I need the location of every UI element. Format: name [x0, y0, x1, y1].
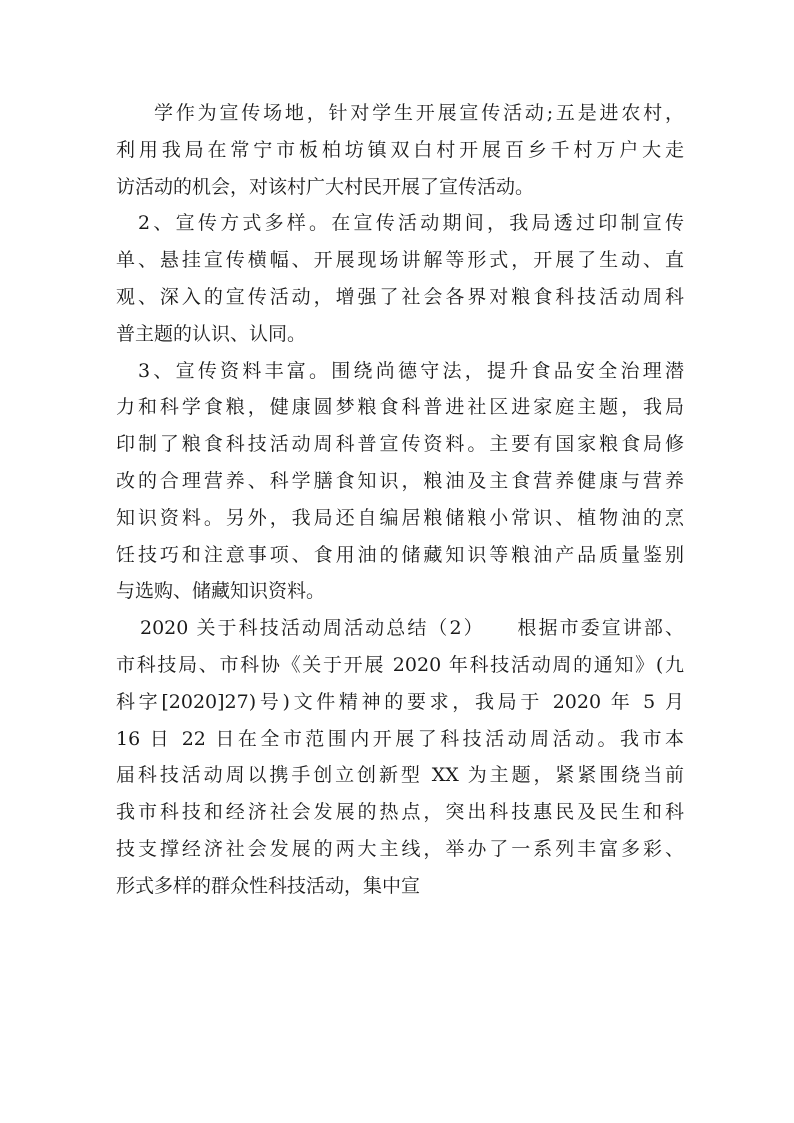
text-line: 届科技活动周以携手创立创新型 XX 为主题，紧紧围绕当前: [116, 764, 684, 787]
text-line: 2、宣传方式多样。在宣传活动期间，我局透过印制宣传: [138, 212, 684, 235]
text-line: 观、深入的宣传活动，增强了社会各界对粮食科技活动周科: [116, 285, 684, 308]
text-line: 饪技巧和注意事项、食用油的储藏知识等粮油产品质量鉴别: [116, 543, 684, 566]
text-line: 形式多样的群众性科技活动，集中宣: [116, 874, 421, 897]
text-line: 学作为宣传场地，针对学生开展宣传活动;五是进农村，: [154, 102, 684, 124]
text-line: 2020 关于科技活动周活动总结（2） 根据市委宣讲部、: [140, 617, 684, 640]
text-line: 科字[2020]27)号)文件精神的要求，我局于 2020 年 5 月: [116, 690, 684, 713]
text-line: 知识资料。另外，我局还自编居粮储粮小常识、植物油的烹: [116, 506, 684, 529]
text-line: 印制了粮食科技活动周科普宣传资料。主要有国家粮食局修: [116, 433, 684, 456]
document-body: [116, 95, 684, 905]
text-line: 访活动的机会，对该村广大村民开展了宣传活动。: [116, 175, 535, 198]
text-line: 3、宣传资料丰富。围绕尚德守法，提升食品安全治理潜: [138, 359, 684, 382]
text-line: 改的合理营养、科学膳食知识，粮油及主食营养健康与营养: [116, 469, 684, 492]
text-line: 单、悬挂宣传横幅、开展现场讲解等形式，开展了生动、直: [116, 249, 684, 272]
text-line: 普主题的认识、认同。: [116, 322, 307, 345]
text-line: 技支撑经济社会发展的两大主线，举办了一系列丰富多彩、: [116, 837, 684, 860]
text-line: 力和科学食粮，健康圆梦粮食科普进社区进家庭主题，我局: [116, 396, 684, 419]
text-line: 我市科技和经济社会发展的热点，突出科技惠民及民生和科: [116, 801, 684, 824]
text-line: 市科技局、市科协《关于开展 2020 年科技活动周的通知》(九: [116, 653, 684, 676]
text-line: 16 日 22 日在全市范围内开展了科技活动周活动。我市本: [116, 727, 684, 750]
text-line: 利用我局在常宁市板柏坊镇双白村开展百乡千村万户大走: [116, 138, 684, 161]
text-line: 与选购、储藏知识资料。: [116, 580, 326, 603]
